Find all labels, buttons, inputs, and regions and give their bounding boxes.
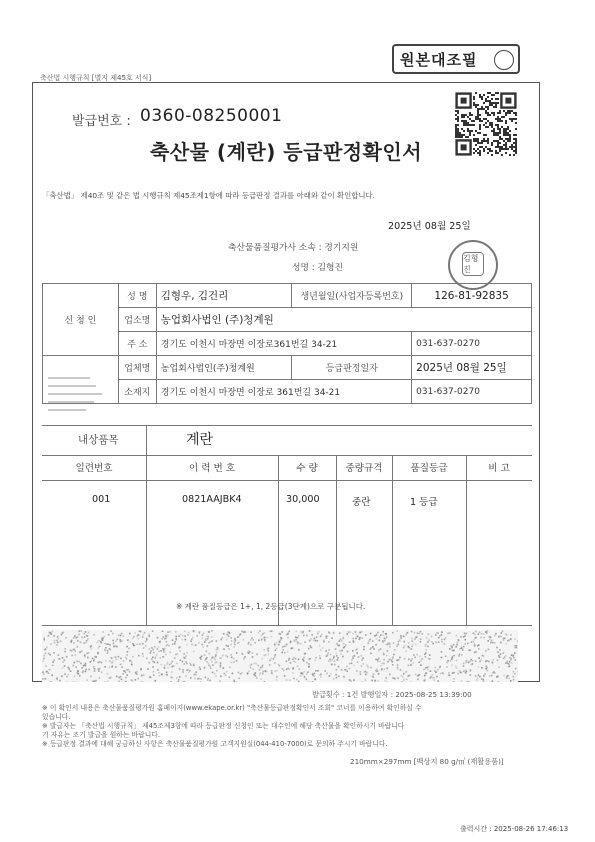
item-divider	[146, 425, 147, 455]
col-header-qty: 수 량	[296, 463, 318, 474]
issue-number-label: 발급번호 :	[72, 114, 131, 129]
table-divider	[42, 425, 532, 426]
footnote-line: ※ 발급자는 「축산법 시행규칙」 제45조제3항에 따라 등급판정 신청인 또는 대수인에 해당 축산물을 확인하시기 바랍니다	[42, 722, 405, 730]
company-label: 업소명	[118, 308, 156, 332]
applicant-section-label: 신 청 인	[43, 284, 119, 356]
location-label: 소재지	[118, 380, 156, 404]
footnote-line: 있습니다.	[42, 713, 71, 721]
form-number: 축산법 시행규칙 [별지 제45호 서식]	[40, 74, 152, 82]
seal-text: 김형진	[462, 252, 484, 276]
col-divider	[466, 455, 467, 625]
issue-number: 0360-08250001	[140, 106, 283, 126]
table-divider	[42, 455, 532, 456]
table-divider	[42, 480, 532, 481]
issue-date: 2025년 08월 25일	[388, 221, 471, 232]
row-grade: 1 등급	[410, 497, 438, 508]
issue-info: 발급횟수 : 1건 발행일자 : 2025-08-25 13:39:00	[312, 690, 472, 699]
evaluator-agency: 축산물품질평가사 소속 : 경기지원	[228, 243, 359, 253]
evaluator-name: 성명 : 김형진	[292, 263, 344, 273]
blurred-text-icon	[46, 372, 108, 418]
stamp-text: 원본대조필	[400, 50, 478, 69]
row-trace-number: 0821AAJBK4	[182, 494, 242, 505]
col-header-serial: 일련번호	[75, 463, 113, 474]
footnote-line: ※ 이 확인서 내용은 축산물품질평가원 홈페이지(www.ekape.or.kr) "축산물등급판정확인서 조회" 코너를 이용하여 확인하실 수	[42, 704, 422, 712]
footnote-line: ※ 등급판정 결과에 대해 궁금하신 사항은 축산물품질평가원 고객지원실(044-410-7000)로 문의하 주시기 바랍니다.	[42, 740, 388, 748]
qr-code-icon	[455, 92, 517, 156]
table-divider	[42, 625, 532, 626]
business-name: 농업회사법인(주)청계원	[156, 356, 292, 380]
original-copy-stamp	[392, 44, 520, 74]
col-header-trace: 이 력 번 호	[188, 463, 236, 474]
birth-label: 생년월일(사업자등록번호)	[292, 284, 412, 308]
name-label: 성 명	[118, 284, 156, 308]
row-serial: 001	[92, 494, 111, 505]
print-timestamp: 출력시간 : 2025-08-26 17:46:13	[460, 825, 569, 833]
col-header-grade: 품질등급	[410, 463, 448, 474]
location-phone: 031-637-0270	[412, 380, 532, 404]
item-label: 내상품목	[78, 434, 119, 446]
applicant-name: 김형우, 김건리	[156, 284, 292, 308]
footnote-line: 기 자유는 조기 발급을 원하는 바랍니다.	[42, 731, 161, 739]
location-value: 경기도 이천시 마장면 이장로 361번길 34-21	[156, 380, 411, 404]
seal-icon	[494, 50, 514, 70]
company-name: 농업회사법인 (주)청계원	[156, 308, 531, 332]
item-value: 계란	[186, 432, 214, 448]
address-value: 경기도 이천시 마장면 이장로361번길 34-21	[156, 332, 411, 356]
security-pattern-icon	[42, 630, 518, 682]
col-divider	[146, 455, 147, 625]
business-reg-number: 126-81-92835	[412, 284, 532, 308]
col-divider	[392, 455, 393, 625]
applicant-table	[42, 283, 532, 404]
col-header-weight: 중량규격	[345, 463, 383, 474]
grade-date-label: 등급판정일자	[292, 356, 412, 380]
paper-size: 210mm×297mm [백상지 80 g/㎡ (재활용품)]	[350, 757, 504, 766]
address-phone: 031-637-0270	[412, 332, 532, 356]
row-weight-class: 중란	[352, 497, 371, 508]
col-header-note: 비 고	[488, 463, 510, 474]
row-quantity: 30,000	[286, 494, 320, 505]
grade-note: ※ 계란 품질등급은 1+, 1, 2등급(3단계)으로 구분됩니다.	[176, 602, 366, 611]
grade-date: 2025년 08월 25일	[412, 356, 532, 380]
business-name-label: 업체명	[118, 356, 156, 380]
col-divider	[278, 455, 279, 625]
legal-basis-text: 「축산법」 제40조 및 같은 법 시행규칙 제45조제1항에 따라 등급판정 결과를 아래와 같이 확인합니다.	[42, 191, 375, 200]
address-label: 주 소	[118, 332, 156, 356]
col-divider	[336, 455, 337, 625]
document-title: 축산물 (계란) 등급판정확인서	[150, 140, 423, 164]
